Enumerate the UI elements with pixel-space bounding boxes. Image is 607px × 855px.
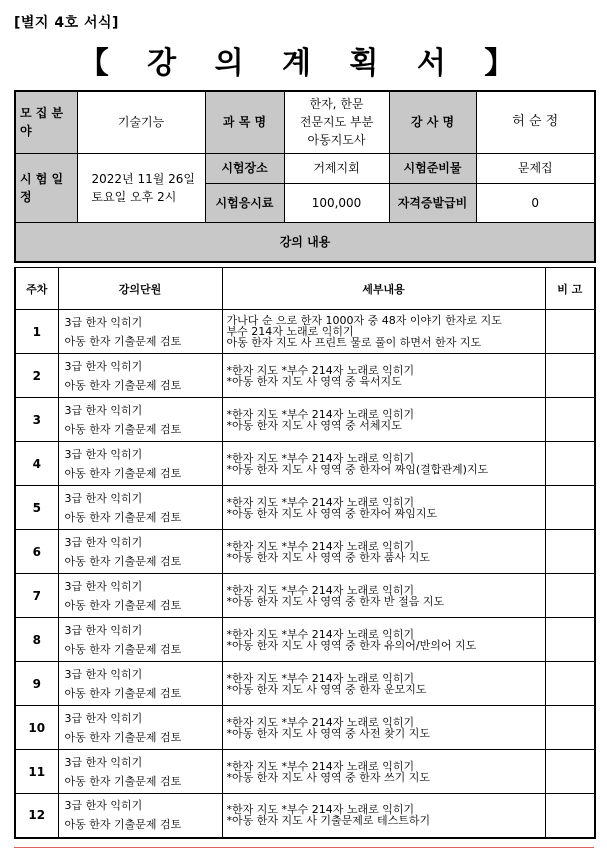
lecture-detail: [222, 618, 545, 662]
lecture-detail: [222, 750, 545, 794]
note-cell: [545, 618, 595, 662]
lecture-unit-line: 아동 한자 기출문제 검토: [64, 334, 182, 348]
lecture-detail-line: *아동 한자 지도 사 영역 중 한자 품사 지도: [226, 550, 430, 564]
cert-fee-label: 자격증발급비: [389, 183, 476, 222]
lecture-detail: [222, 442, 545, 486]
cert-fee-value: 0: [476, 183, 595, 222]
exam-fee-label: 시험응시료: [205, 183, 284, 222]
lecture-unit-line: 3급 한자 익히기: [64, 491, 143, 505]
lecture-unit-line: 3급 한자 익히기: [64, 359, 143, 373]
note-cell: [545, 398, 595, 442]
course-label: 과 목 명: [205, 91, 284, 153]
week-number: 6: [15, 530, 58, 574]
lecture-unit: [58, 662, 222, 706]
lecture-detail: [222, 662, 545, 706]
lecture-unit-line: 아동 한자 기출문제 검토: [64, 510, 182, 524]
lecture-detail-line: *아동 한자 지도 사 영역 중 한자 반 절음 지도: [226, 594, 445, 608]
week-column-header: 주차: [15, 268, 58, 310]
lecture-unit-line: 3급 한자 익히기: [64, 711, 143, 725]
lecture-unit: [58, 794, 222, 838]
lecture-unit-line: 아동 한자 기출문제 검토: [64, 730, 182, 744]
table-row: [15, 750, 595, 794]
lecture-unit: [58, 618, 222, 662]
field-label: 모 집 분 야: [15, 91, 77, 153]
table-row: [15, 354, 595, 398]
note-cell: [545, 310, 595, 354]
note-cell: [545, 354, 595, 398]
lecture-unit: [58, 706, 222, 750]
lecture-detail-line: *아동 한자 지도 사 영역 중 육서지도: [226, 374, 402, 388]
lecture-detail: [222, 354, 545, 398]
note-cell: [545, 486, 595, 530]
lecture-detail-line: 부수 214자 노래로 익히기: [226, 325, 354, 338]
note-cell: [545, 574, 595, 618]
week-number: 12: [15, 794, 58, 838]
lecture-unit-line: 3급 한자 익히기: [64, 447, 143, 461]
form-number-label: [별지 4호 서식]: [14, 15, 119, 31]
lecture-detail-line: *한자 지도 *부수 214자 노래로 익히기: [226, 451, 415, 465]
lecture-unit-line: 3급 한자 익히기: [64, 579, 143, 593]
lecture-detail: [222, 486, 545, 530]
lecture-detail-line: *한자 지도 *부수 214자 노래로 익히기: [226, 495, 415, 509]
table-row: [15, 706, 595, 750]
instructor-label: 강 사 명: [389, 91, 476, 153]
week-number: 5: [15, 486, 58, 530]
exam-place-label: 시험장소: [205, 153, 284, 183]
week-number: 10: [15, 706, 58, 750]
table-row: [15, 310, 595, 354]
lecture-detail: [222, 574, 545, 618]
course-line: 아동지도사: [307, 133, 366, 148]
lecture-unit-line: 아동 한자 기출문제 검토: [64, 818, 182, 832]
lecture-unit-line: 아동 한자 기출문제 검토: [64, 774, 182, 788]
exam-date-line: 토요일 오후 2시: [91, 189, 177, 204]
lecture-detail-line: *아동 한자 지도 사 영역 중 서체지도: [226, 418, 402, 432]
lecture-detail-line: *한자 지도 *부수 214자 노래로 익히기: [226, 539, 415, 553]
week-number: 9: [15, 662, 58, 706]
table-row: [15, 486, 595, 530]
week-number: 3: [15, 398, 58, 442]
table-row: [15, 618, 595, 662]
unit-column-header: 강의단원: [58, 268, 222, 310]
lecture-detail-line: *한자 지도 *부수 214자 노래로 익히기: [226, 759, 415, 773]
lecture-unit: [58, 354, 222, 398]
week-number: 2: [15, 354, 58, 398]
lecture-unit-line: 아동 한자 기출문제 검토: [64, 598, 182, 612]
lecture-detail-line: *한자 지도 *부수 214자 노래로 익히기: [226, 407, 415, 421]
week-number: 11: [15, 750, 58, 794]
lecture-detail: [222, 794, 545, 838]
table-row: [15, 398, 595, 442]
lecture-unit: [58, 530, 222, 574]
lecture-unit: [58, 750, 222, 794]
lecture-plan-table: [14, 267, 596, 839]
week-number: 1: [15, 310, 58, 354]
lecture-unit-line: 아동 한자 기출문제 검토: [64, 378, 182, 392]
table-row: [15, 794, 595, 838]
lecture-unit: [58, 398, 222, 442]
note-cell: [545, 442, 595, 486]
field-value: 기술기능: [77, 91, 205, 153]
exam-date-value: [77, 153, 205, 222]
lecture-unit: [58, 310, 222, 354]
lecture-detail: [222, 706, 545, 750]
lecture-unit-line: 아동 한자 기출문제 검토: [64, 686, 182, 700]
note-cell: [545, 662, 595, 706]
lecture-detail-line: *아동 한자 지도 사 영역 중 사전 찾기 지도: [226, 726, 430, 740]
lecture-unit-line: 3급 한자 익히기: [64, 755, 143, 769]
lecture-content-header: 강의 내용: [15, 222, 595, 262]
lecture-detail-line: *한자 지도 *부수 214자 노래로 익히기: [226, 583, 415, 597]
lecture-detail-line: *아동 한자 지도 사 영역 중 한자 유의어/반의어 지도: [226, 638, 477, 652]
lecture-detail-line: *한자 지도 *부수 214자 노래로 익히기: [226, 627, 415, 641]
lecture-unit-line: 3급 한자 익히기: [64, 535, 143, 549]
instructor-value: 허 순 정: [476, 91, 595, 153]
lecture-unit-line: 아동 한자 기출문제 검토: [64, 422, 182, 436]
lecture-unit-line: 3급 한자 익히기: [64, 667, 143, 681]
course-line: 전문지도 부분: [299, 115, 374, 130]
lecture-detail: [222, 310, 545, 354]
lecture-detail: [222, 398, 545, 442]
table-row: [15, 530, 595, 574]
lecture-unit-line: 아동 한자 기출문제 검토: [64, 554, 182, 568]
lecture-detail-line: *아동 한자 지도 사 영역 중 한자어 짜임지도: [226, 506, 438, 520]
lecture-detail-line: *한자 지도 *부수 214자 노래로 익히기: [226, 671, 415, 685]
document-title: 【 강 의 계 획 서 】: [78, 46, 529, 81]
lecture-detail: [222, 530, 545, 574]
lecture-detail-line: *아동 한자 지도 사 영역 중 한자어 짜임(결합관계)지도: [226, 462, 489, 476]
week-number: 8: [15, 618, 58, 662]
table-row: [15, 574, 595, 618]
lecture-unit-line: 3급 한자 익히기: [64, 315, 143, 329]
lecture-unit-line: 아동 한자 기출문제 검토: [64, 642, 182, 656]
exam-prep-label: 시험준비물: [389, 153, 476, 183]
note-cell: [545, 750, 595, 794]
table-row: [15, 442, 595, 486]
lecture-unit-line: 3급 한자 익히기: [64, 403, 143, 417]
week-number: 4: [15, 442, 58, 486]
lecture-unit-line: 아동 한자 기출문제 검토: [64, 466, 182, 480]
lecture-detail-line: *한자 지도 *부수 214자 노래로 익히기: [226, 803, 415, 817]
note-cell: [545, 794, 595, 838]
exam-date-line: 2022년 11월 26일: [91, 171, 195, 186]
lecture-detail-line: *아동 한자 지도 사 영역 중 한자 쓰기 지도: [226, 770, 430, 784]
note-cell: [545, 530, 595, 574]
lecture-unit: [58, 574, 222, 618]
lecture-unit: [58, 486, 222, 530]
page-bottom-rule: [14, 847, 594, 848]
lecture-detail-line: 아동 한자 지도 사 프린트 물로 풀이 하면서 한자 지도: [226, 336, 482, 349]
lecture-detail-line: *한자 지도 *부수 214자 노래로 익히기: [226, 363, 415, 377]
exam-date-label: 시 험 일 정: [15, 153, 77, 222]
note-column-header: 비 고: [545, 268, 595, 310]
exam-fee-value: 100,000: [284, 183, 389, 222]
lecture-unit-line: 3급 한자 익히기: [64, 799, 143, 813]
lecture-detail-line: *아동 한자 지도 사 기출문제로 테스트하기: [226, 814, 431, 828]
exam-prep-value: 문제집: [476, 153, 595, 183]
detail-column-header: 세부내용: [222, 268, 545, 310]
lecture-unit: [58, 442, 222, 486]
lecture-rows: [15, 310, 595, 838]
table-row: [15, 662, 595, 706]
course-line: 한자, 한문: [309, 97, 364, 112]
week-number: 7: [15, 574, 58, 618]
lecture-detail-line: *한자 지도 *부수 214자 노래로 익히기: [226, 715, 415, 729]
exam-place-value: 거제지회: [284, 153, 389, 183]
info-table: [14, 90, 596, 263]
course-value: [284, 91, 389, 153]
lecture-unit-line: 3급 한자 익히기: [64, 623, 143, 637]
lecture-detail-line: *아동 한자 지도 사 영역 중 한자 운모지도: [226, 682, 427, 696]
note-cell: [545, 706, 595, 750]
lecture-detail-line: 가나다 순 으로 한자 1000자 중 48자 이야기 한자로 지도: [226, 314, 502, 327]
